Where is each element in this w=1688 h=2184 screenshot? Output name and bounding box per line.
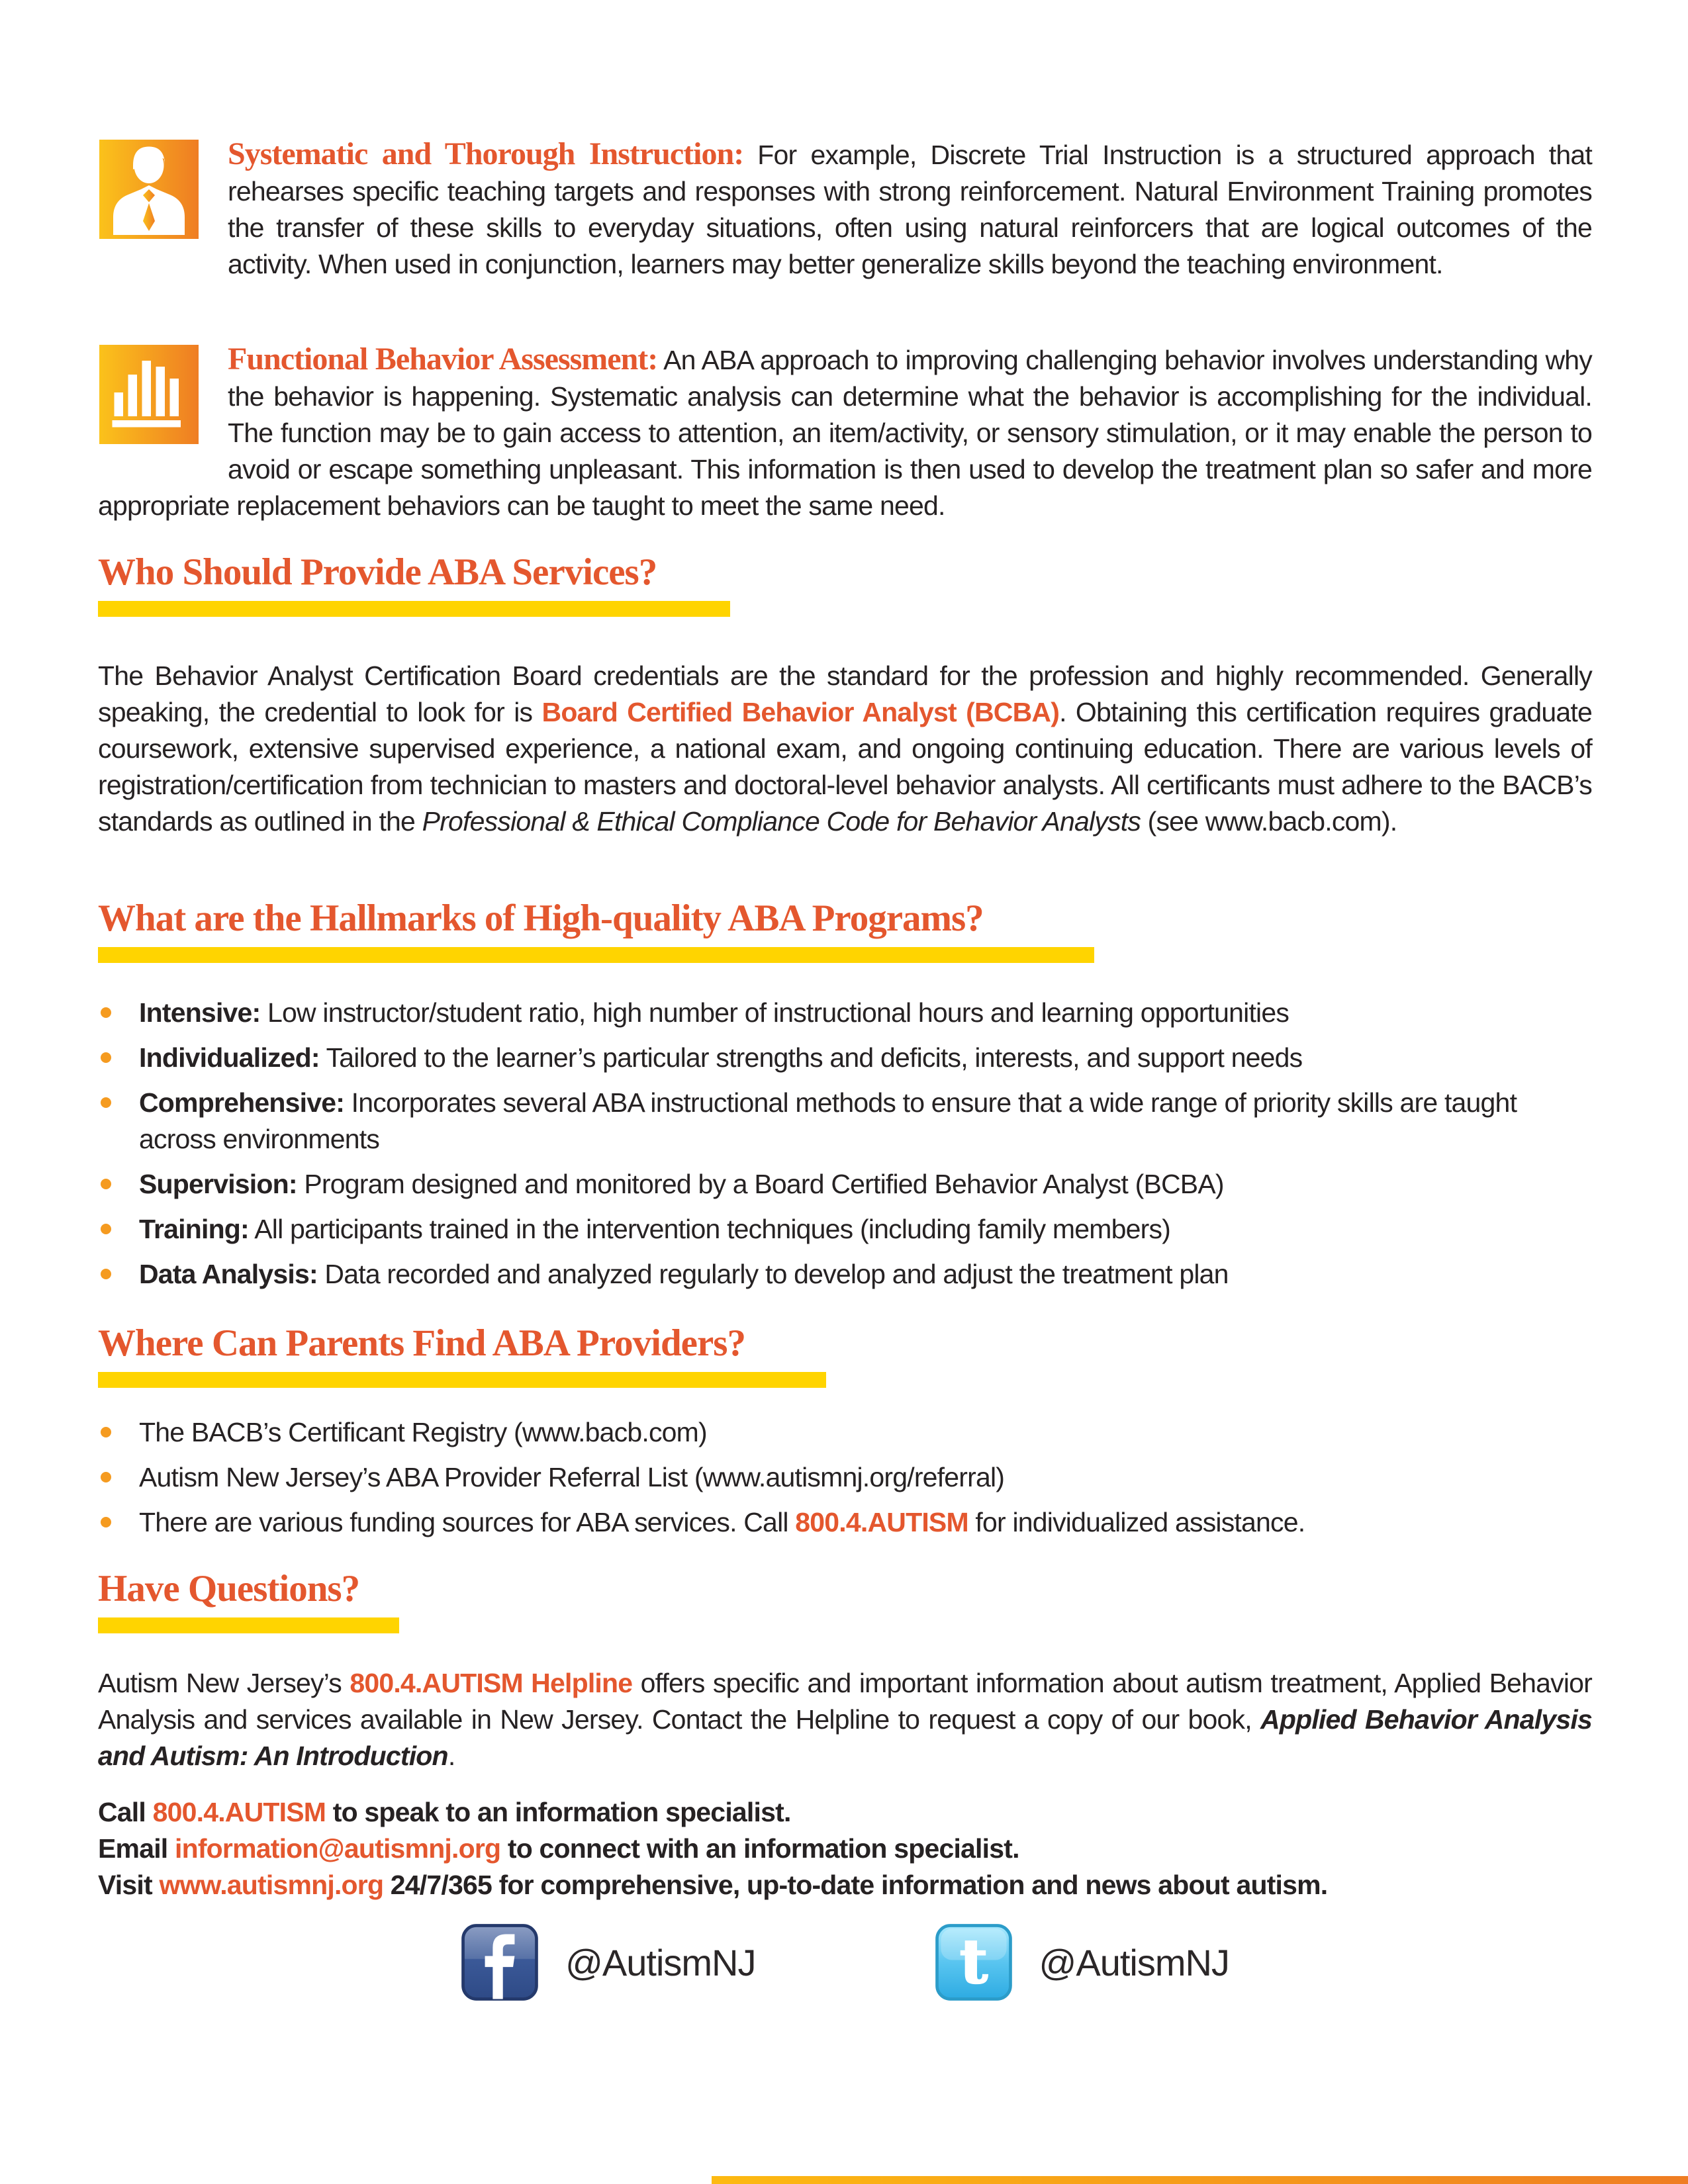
lead-heading-fba: Functional Behavior Assessment: xyxy=(228,341,658,377)
bullet-text: Program designed and monitored by a Board Certified Behavior Analyst (BCBA) xyxy=(297,1169,1224,1199)
bullet-text: for individualized assistance. xyxy=(968,1507,1305,1537)
paragraph-text: . Obtaining this certification requires graduate coursework, extensive supervised experience, a national exam, and ongoing continuing education. There are various levels of registration/certification from technician to masters and doctoral-level behavior analysts. All certificants must adhere to the BACB’s standards as outlined in the xyxy=(98,697,1592,837)
section-heading-providers: Where Can Parents Find ABA Providers? xyxy=(98,1322,745,1364)
social-row xyxy=(98,1923,1592,2001)
bullet-label: Training: xyxy=(139,1214,249,1244)
list-item xyxy=(98,1085,1592,1158)
section-functional-behavior xyxy=(98,341,1592,524)
section-heading-hallmarks: What are the Hallmarks of High-quality ABA Programs? xyxy=(98,897,984,939)
bullet-label: Data Analysis: xyxy=(139,1259,318,1289)
website-link[interactable]: www.autismnj.org xyxy=(159,1870,384,1900)
list-item xyxy=(98,1414,1592,1451)
helpline-text: 800.4.AUTISM Helpline xyxy=(350,1668,633,1698)
section-heading-who: Who Should Provide ABA Services? xyxy=(98,551,657,593)
list-item xyxy=(98,1211,1592,1248)
facebook-handle[interactable]: @AutismNJ xyxy=(565,1941,756,1983)
yellow-underline xyxy=(98,601,730,617)
svg-text:t: t xyxy=(959,1925,988,1997)
bullet-text: Tailored to the learner’s particular strengths and deficits, interests, and support needs xyxy=(319,1042,1303,1073)
contact-text: to speak to an information specialist. xyxy=(326,1797,791,1827)
hallmarks-list xyxy=(98,995,1592,1293)
paragraph-functional-behavior xyxy=(98,341,1592,524)
phone-number: 800.4.AUTISM xyxy=(795,1507,968,1537)
bullet-label: Supervision: xyxy=(139,1169,297,1199)
lead-heading-systematic: Systematic and Thorough Instruction: xyxy=(228,136,744,171)
section-heading-questions: Have Questions? xyxy=(98,1568,360,1610)
paragraph-text: offers specific and important information about autism treatment, Applied Behavior Analysis and services available in New Jersey. Contact the Helpline to request a copy of our book, xyxy=(98,1668,1592,1735)
yellow-underline xyxy=(98,947,1094,963)
contact-text: Call xyxy=(98,1797,153,1827)
contact-text: to connect with an information specialist. xyxy=(500,1833,1019,1864)
twitter-icon[interactable] xyxy=(935,1923,1013,2001)
bullet-text: Incorporates several ABA instructional methods to ensure that a wide range of priority skills are taught across environments xyxy=(139,1087,1517,1154)
list-item xyxy=(98,1504,1592,1541)
list-item xyxy=(98,1459,1592,1496)
paragraph-text: Autism New Jersey’s xyxy=(98,1668,350,1698)
list-item xyxy=(98,1040,1592,1076)
yellow-underline xyxy=(98,1372,826,1388)
yellow-underline xyxy=(98,1617,399,1633)
list-item xyxy=(98,1166,1592,1203)
contact-block xyxy=(98,1794,1592,1903)
bcba-credential-text: Board Certified Behavior Analyst (BCBA) xyxy=(541,697,1060,727)
bullet-text: All participants trained in the intervention techniques (including family members) xyxy=(248,1214,1171,1244)
facebook-icon[interactable] xyxy=(461,1923,539,2001)
bullet-text: There are various funding sources for ABA services. Call xyxy=(139,1507,796,1537)
contact-text: Email xyxy=(98,1833,175,1864)
paragraph-text: (see www.bacb.com). xyxy=(1141,806,1397,837)
questions-paragraph xyxy=(98,1665,1592,1774)
paragraph-text: . xyxy=(447,1741,455,1771)
bullet-text: Autism New Jersey’s ABA Provider Referral List (www.autismnj.org/referral) xyxy=(139,1462,1005,1492)
contact-call-line xyxy=(98,1794,1592,1831)
paragraph-systematic-instruction xyxy=(98,136,1592,283)
contact-text: 24/7/365 for comprehensive, up-to-date information and news about autism. xyxy=(383,1870,1328,1900)
person-icon xyxy=(99,140,199,239)
list-item xyxy=(98,995,1592,1031)
bullet-label: Intensive: xyxy=(139,997,261,1028)
twitter-handle[interactable]: @AutismNJ xyxy=(1039,1941,1229,1983)
book-title: Applied Behavior Analysis and Autism: An Introduction xyxy=(98,1704,1592,1771)
bullet-label: Comprehensive: xyxy=(139,1087,345,1118)
providers-list xyxy=(98,1414,1592,1541)
phone-link[interactable]: 800.4.AUTISM xyxy=(152,1797,326,1827)
footer-stripe xyxy=(712,2176,1688,2184)
section-systematic-instruction xyxy=(98,136,1592,283)
list-item xyxy=(98,1256,1592,1293)
bullet-text: Low instructor/student ratio, high number of instructional hours and learning opportunities xyxy=(260,997,1289,1028)
who-paragraph xyxy=(98,658,1592,840)
compliance-code-title: Professional & Ethical Compliance Code for Behavior Analysts xyxy=(422,806,1141,837)
paragraph-text: An ABA approach to improving challenging behavior involves understanding why the behavior is happening. Systematic analysis can determine what the behavior is accomplishing for the individual. The function may be to gain access to attention, an item/activity, or sensory stimulation, or it may enable the person to avoid or escape something unpleasant. This information is then used to develop the treatment plan so safer and more appropriate replacement behaviors can be taught to meet the same need. xyxy=(98,345,1592,521)
contact-visit-line xyxy=(98,1867,1592,1903)
contact-text: Visit xyxy=(98,1870,160,1900)
bar-chart-icon xyxy=(99,345,199,444)
paragraph-text: For example, Discrete Trial Instruction is a structured approach that rehearses specific teaching targets and responses with strong reinforcement. Natural Environment Training promotes the transfer of these skills to everyday situations, often using natural reinforcers that are logical outcomes of the activity. When used in conjunction, learners may better generalize skills beyond the teaching environment. xyxy=(228,140,1592,279)
paragraph-text: The Behavior Analyst Certification Board credentials are the standard for the profession and highly recommended. Generally speaking, the credential to look for is xyxy=(98,660,1592,727)
bullet-text: Data recorded and analyzed regularly to develop and adjust the treatment plan xyxy=(317,1259,1229,1289)
bullet-label: Individualized: xyxy=(139,1042,320,1073)
contact-email-line xyxy=(98,1831,1592,1867)
bullet-text: The BACB’s Certificant Registry (www.bacb.com) xyxy=(139,1417,707,1447)
email-link[interactable]: information@autismnj.org xyxy=(174,1833,501,1864)
